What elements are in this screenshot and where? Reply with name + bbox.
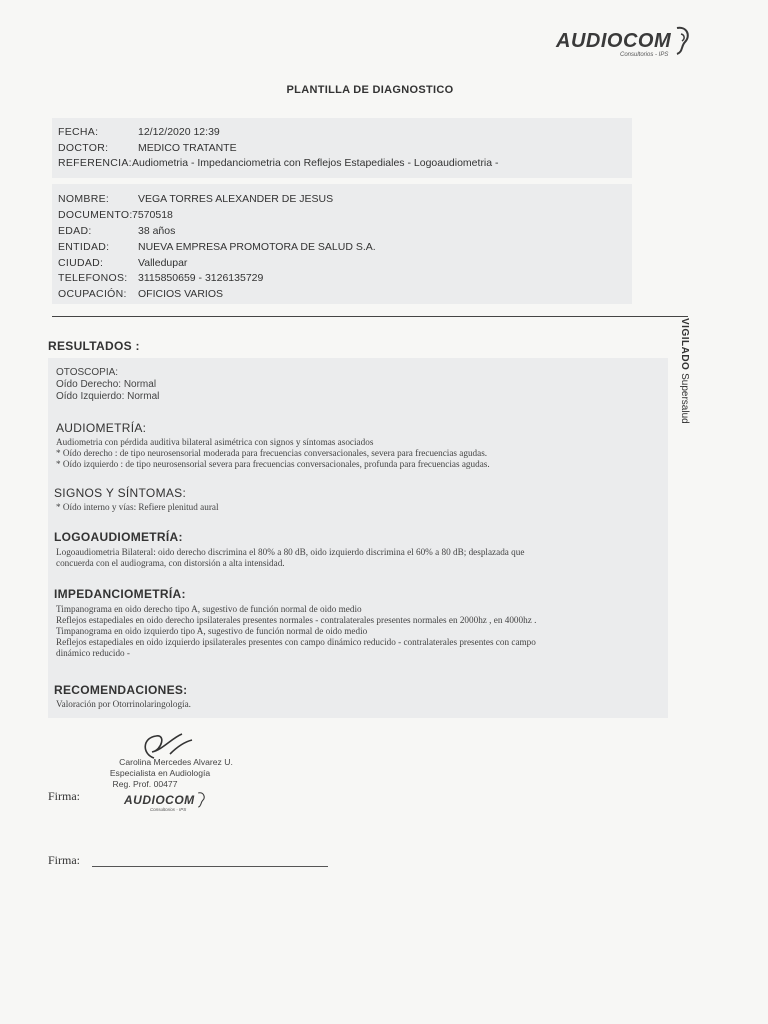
brand-name: AUDIOCOM [556, 29, 672, 52]
audiometria-line: Audiometria con pérdida auditiva bilateral asimétrica con signos y síntomas asociados [56, 437, 374, 447]
stamp-brand-subtitle: Consultorios - IPS [150, 807, 187, 812]
field-label: REFERENCIA: [58, 157, 132, 169]
recomendaciones-line: Valoración por Otorrinolaringología. [56, 699, 191, 709]
signos-heading: SIGNOS Y SÍNTOMAS: [54, 486, 187, 500]
firma-signature-line [92, 866, 328, 867]
field-value: 12/12/2020 12:39 [138, 126, 220, 138]
signer-name: Carolina Mercedes Alvarez U. [119, 757, 233, 767]
impedanciometria-line: dinámico reducido - [56, 648, 130, 658]
section-divider [52, 316, 688, 317]
impedanciometria-heading: IMPEDANCIOMETRÍA: [54, 587, 186, 601]
otoscopia-heading: OTOSCOPIA: [56, 367, 119, 378]
field-label: NOMBRE: [58, 193, 110, 205]
supersalud-text: Supersalud [679, 373, 690, 424]
field-value: NUEVA EMPRESA PROMOTORA DE SALUD S.A. [138, 241, 376, 253]
field-label: DOCUMENTO: [58, 209, 133, 221]
impedanciometria-line: Timpanograma en oido izquierdo tipo A, sugestivo de función normal de oido medio [56, 626, 368, 636]
results-heading: RESULTADOS : [48, 339, 140, 353]
field-label: OCUPACIÓN: [58, 288, 127, 300]
brand-subtitle: Consultorios - IPS [620, 52, 669, 58]
vigilado-mark [679, 318, 690, 424]
signos-line: * Oído interno y vías: Refiere plenitud aural [56, 502, 219, 512]
signer-role: Especialista en Audiología [109, 768, 211, 778]
field-label: ENTIDAD: [58, 241, 110, 253]
stamp-brand-name: AUDIOCOM [124, 793, 195, 807]
firma-label-1: Firma: [48, 789, 80, 803]
logoaudiometria-heading: LOGOAUDIOMETRÍA: [54, 530, 183, 544]
audiometria-line: * Oído derecho : de tipo neurosensorial moderada para frecuencias conversacionales, severa para frecuencias agudas. [56, 448, 488, 458]
signer-reg: Reg. Prof. 00477 [112, 779, 178, 789]
field-label: FECHA: [58, 126, 99, 138]
field-value: 7570518 [132, 209, 173, 221]
field-label: EDAD: [58, 225, 92, 237]
logoaudiometria-line: Logoaudiometria Bilateral: oido derecho discrimina el 80% a 80 dB, oido izquierdo discrimina el 60% a 80 dB; desplazada que [56, 547, 525, 557]
otoscopia-line: Oído Derecho: Normal [56, 379, 157, 390]
field-value: 3115850659 - 3126135729 [138, 272, 264, 284]
impedanciometria-line: Reflejos estapediales en oido derecho ipsilaterales presentes normales - contralaterales presentes normales en 2000hz , en 4000hz . [56, 615, 537, 625]
impedanciometria-line: Reflejos estapediales en oido izquierdo ipsilaterales presentes con campo dinámico reducido - contralaterales presentes con campo [56, 637, 536, 647]
logoaudiometria-line: concuerda con el audiograma, con distorsión a alta intensidad. [56, 558, 285, 568]
audiocom-logo [556, 24, 693, 58]
audiometria-line: * Oído izquierdo : de tipo neurosensorial severa para frecuencias conversacionales, profunda para frecuencias agudas. [56, 459, 490, 469]
otoscopia-line: Oído Izquierdo: Normal [56, 391, 160, 402]
field-value: 38 años [138, 225, 176, 237]
field-value: OFICIOS VARIOS [138, 288, 223, 300]
audiometria-heading: AUDIOMETRÍA: [56, 421, 147, 435]
vigilado-text: VIGILADO [679, 318, 690, 371]
field-label: CIUDAD: [58, 257, 104, 269]
ear-icon [195, 790, 207, 810]
field-value: MEDICO TRATANTE [138, 142, 237, 154]
ear-icon [671, 24, 693, 58]
document-title: PLANTILLA DE DIAGNOSTICO [286, 84, 454, 96]
firma-label-2: Firma: [48, 853, 80, 867]
recomendaciones-heading: RECOMENDACIONES: [54, 683, 188, 697]
impedanciometria-line: Timpanograma en oido derecho tipo A, sugestivo de función normal de oido medio [56, 604, 362, 614]
field-value: Audiometria - Impedanciometria con Reflejos Estapediales - Logoaudiometria - [132, 157, 499, 169]
field-value: VEGA TORRES ALEXANDER DE JESUS [138, 193, 334, 205]
field-value: Valledupar [138, 257, 188, 269]
field-label: DOCTOR: [58, 142, 109, 154]
audiocom-stamp-logo [124, 790, 207, 810]
field-label: TELEFONOS: [58, 272, 128, 284]
